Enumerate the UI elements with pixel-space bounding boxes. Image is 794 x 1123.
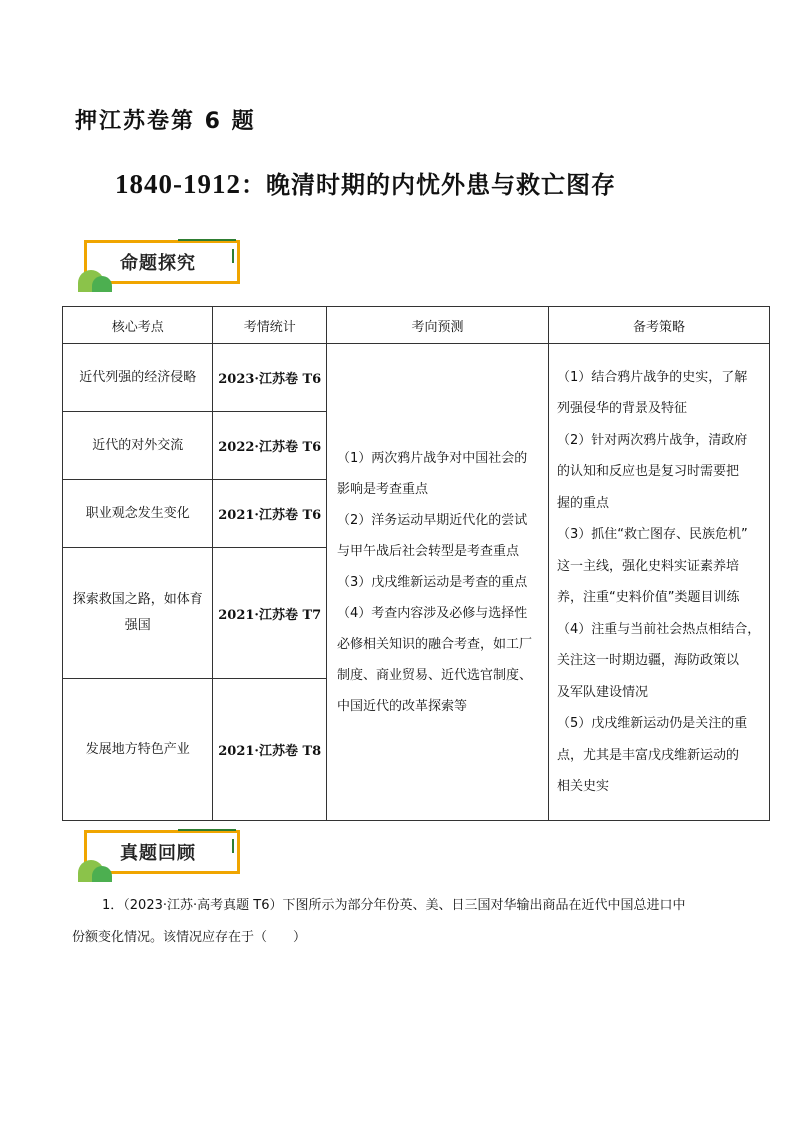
- strategy-line: 的认知和反应也是复习时需要把: [556, 464, 739, 479]
- question-line-1: 1．（2023·江苏·高考真题 T6）下图所示为部分年份英、美、日三国对华输出商品在近代中国总进口中: [102, 898, 686, 913]
- stat-cell: 2022·江苏卷 T6: [213, 412, 327, 480]
- strategy-line: （5）戊戌维新运动仍是关注的重: [556, 716, 748, 731]
- strategy-line: 点，尤其是丰富戊戌维新运动的: [556, 747, 739, 763]
- core-point-cell: 发展地方特色产业: [63, 679, 213, 821]
- strategy-line: 握的重点: [556, 495, 609, 511]
- strategy-line: 相关史实: [556, 779, 609, 794]
- hill-icon: [92, 276, 112, 292]
- question-line-2: 份额变化情况。该情况应存在于（ ）: [72, 930, 307, 945]
- prediction-line: 必修相关知识的融合考查，如工厂: [337, 636, 533, 652]
- strategy-line: （4）注重与当前社会热点相结合，: [556, 621, 761, 637]
- prediction-line: （3）戊戌维新运动是考查的重点: [337, 574, 528, 590]
- explore-badge: [78, 240, 246, 290]
- strategy-line: 养，注重“史料价值”类题目训练: [556, 590, 740, 605]
- prediction-line: （4）考查内容涉及必修与选择性: [337, 605, 528, 621]
- section-title: 押江苏卷第 6 题: [75, 109, 256, 134]
- strategy-line: （2）针对两次鸦片战争，清政府: [556, 432, 748, 448]
- table-header: 备考策略: [548, 307, 769, 344]
- badge-accent-tick: [232, 839, 234, 853]
- table-header: 考情统计: [213, 307, 327, 344]
- core-point-cell: 职业观念发生变化: [63, 480, 213, 548]
- stat-cell: 2021·江苏卷 T8: [213, 679, 327, 821]
- prediction-line: 制度、商业贸易、近代选官制度、: [337, 667, 533, 683]
- strategy-line: 这一主线，强化史料实证素养培: [556, 558, 739, 574]
- strategy-line: （3）抓住“救亡图存、民族危机”: [556, 527, 748, 542]
- table-row: [63, 344, 770, 412]
- main-title-separator: ：: [241, 170, 266, 199]
- strategy-cell: [548, 344, 769, 821]
- core-point-cell: 探索救国之路，如体育强国: [63, 548, 213, 679]
- main-title: [115, 165, 616, 200]
- badge-accent-tick: [232, 249, 234, 263]
- badge-label: 真题回顾: [120, 843, 196, 864]
- prediction-line: 与甲午战后社会转型是考查重点: [337, 543, 520, 559]
- stat-cell: 2021·江苏卷 T6: [213, 480, 327, 548]
- prediction-line: （2）洋务运动早期近代化的尝试: [337, 512, 528, 528]
- stat-cell: 2023·江苏卷 T6: [213, 344, 327, 412]
- badge-accent-line: [178, 239, 236, 241]
- main-title-years: 1840-1912: [115, 169, 241, 199]
- badge-label: 命题探究: [120, 253, 196, 274]
- prediction-line: 中国近代的改革探索等: [337, 698, 468, 714]
- strategy-line: （1）结合鸦片战争的史实，了解: [556, 369, 748, 385]
- table-header: 核心考点: [63, 307, 213, 344]
- strategy-line: 及军队建设情况: [556, 684, 648, 700]
- hill-icon: [92, 866, 112, 882]
- strategy-line: 列强侵华的背景及特征: [556, 401, 687, 416]
- table-header: 考向预测: [327, 307, 549, 344]
- core-point-cell: 近代的对外交流: [63, 412, 213, 480]
- prediction-line: 影响是考查重点: [337, 481, 429, 497]
- badge-accent-line: [178, 829, 236, 831]
- core-point-cell: 近代列强的经济侵略: [63, 344, 213, 412]
- main-title-text: 晚清时期的内忧外患与救亡图存: [266, 170, 616, 199]
- prediction-cell: [327, 344, 549, 821]
- review-badge: [78, 830, 246, 880]
- exam-analysis-table: [62, 306, 770, 821]
- stat-cell: 2021·江苏卷 T7: [213, 548, 327, 679]
- prediction-line: （1）两次鸦片战争对中国社会的: [337, 450, 528, 466]
- strategy-line: 关注这一时期边疆，海防政策以: [556, 653, 739, 668]
- table-header-row: [63, 307, 770, 344]
